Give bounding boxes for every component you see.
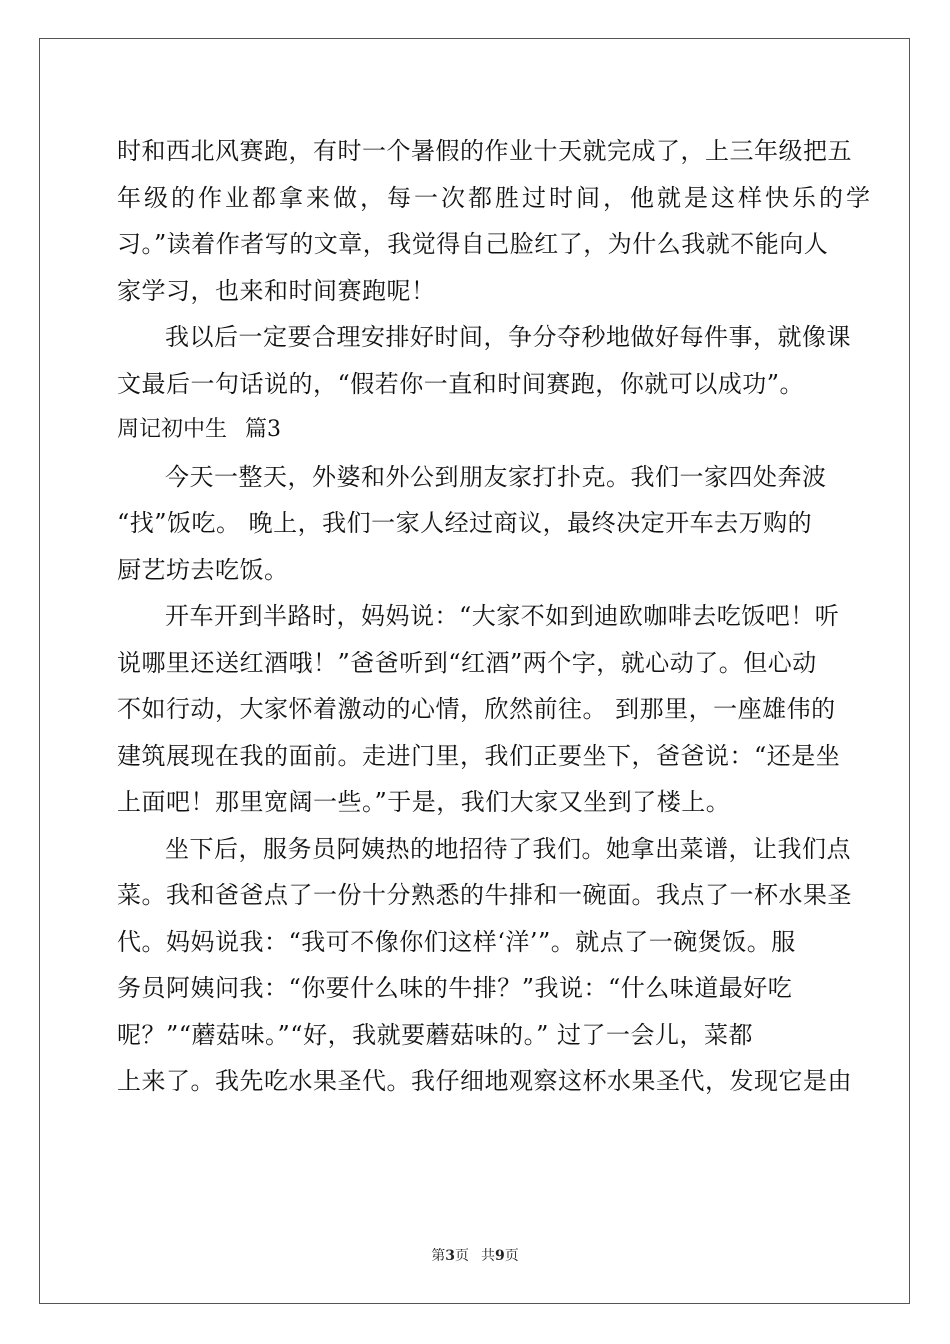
text-line: 时和西北风赛跑，有时一个暑假的作业十天就完成了，上三年级把五 (117, 137, 852, 165)
paragraph (117, 826, 852, 1105)
text-line: 厨艺坊去吃饭。 (117, 555, 289, 584)
text-line: 家学习，也来和时间赛跑呢！ (117, 276, 436, 305)
paragraph (117, 128, 873, 314)
text-line: 坐下后，服务员阿姨热的地招待了我们。她拿出菜谱，让我们点 (165, 834, 851, 863)
total-page-number: 9 (495, 1248, 505, 1264)
text-line: 务员阿姨问我：“你要什么味的牛排？”我说：“什么味道最好吃 (117, 974, 793, 1002)
text-line: 代。妈妈说我：“我可不像你们这样‘洋’”。就点了一碗煲饭。服 (117, 927, 796, 956)
total-suffix: 页 (504, 1248, 519, 1264)
page-prefix: 第 (431, 1248, 446, 1264)
text-line: 习。”读着作者写的文章，我觉得自己脸红了，为什么我就不能向人 (117, 230, 829, 258)
text-line: 菜。我和爸爸点了一份十分熟悉的牛排和一碗面。我点了一杯水果圣 (117, 881, 852, 909)
text-line: 我以后一定要合理安排好时间，争分夺秒地做好每件事，就像课 (165, 323, 851, 351)
text-line: 年级的作业都拿来做，每一次都胜过时间，他就是这样快乐的学 (117, 183, 873, 212)
current-page-number: 3 (445, 1248, 455, 1264)
text-line: 不如行动，大家怀着激动的心情，欣然前往。 到那里，一座雄伟的 (117, 695, 836, 723)
text-line: 上面吧！那里宽阔一些。”于是，我们大家又坐到了楼上。 (117, 788, 731, 816)
section-heading (117, 407, 833, 454)
paragraph (117, 314, 851, 407)
text-line: “找”饭吃。 晚上，我们一家人经过商议，最终决定开车去万购的 (117, 509, 813, 537)
paragraph (117, 454, 833, 594)
text-line: 文最后一句话说的，“假若你一直和时间赛跑，你就可以成功”。 (117, 369, 805, 398)
document-body (117, 128, 873, 1105)
page-suffix: 页 (455, 1248, 469, 1264)
text-line: 建筑展现在我的面前。走进门里，我们正要坐下，爸爸说：“还是坐 (117, 741, 841, 770)
paragraph (117, 593, 841, 826)
page-footer (0, 1245, 950, 1265)
text-line: 说哪里还送红酒哦！”爸爸听到“红酒”两个字，就心动了。但心动 (117, 648, 817, 677)
text-line: 呢？”“蘑菇味。”“好，我就要蘑菇味的。” 过了一会儿，菜都 (117, 1020, 753, 1049)
text-line: 上来了。我先吃水果圣代。我仔细地观察这杯水果圣代，发现它是由 (117, 1067, 852, 1095)
total-prefix: 共 (481, 1248, 495, 1264)
text-line: 今天一整天，外婆和外公到朋友家打扑克。我们一家四处奔波 (165, 462, 827, 491)
section-number: 篇3 (245, 417, 282, 442)
text-line: 开车开到半路时，妈妈说：“大家不如到迪欧咖啡去吃饭吧！听 (165, 602, 840, 630)
section-title: 周记初中生 (117, 417, 228, 442)
